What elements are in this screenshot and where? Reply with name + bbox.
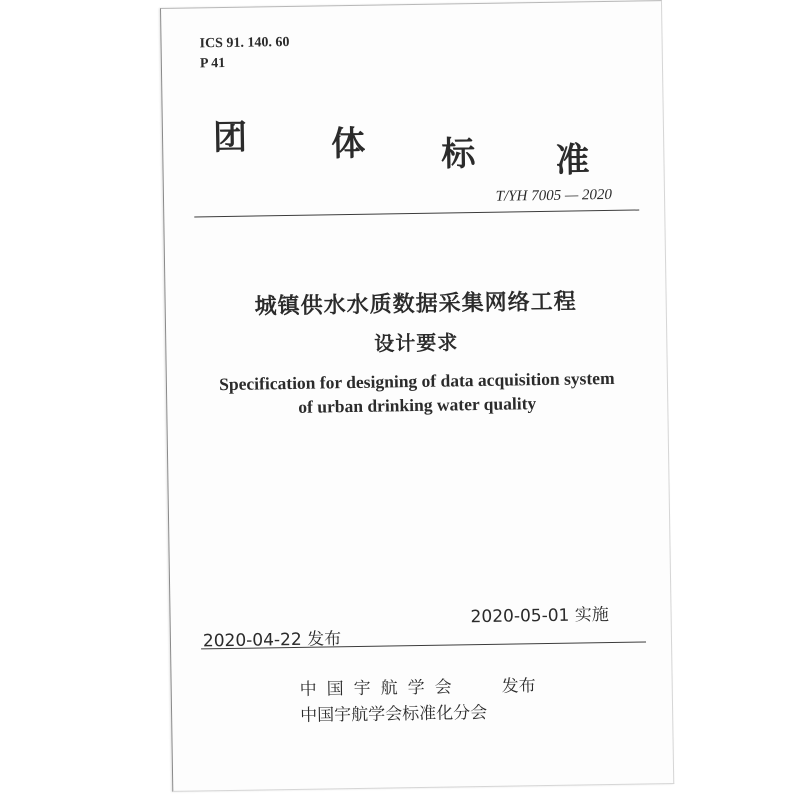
title-en-line2: of urban drinking water quality bbox=[298, 393, 537, 417]
title-cn-line2: 设计要求 bbox=[374, 330, 459, 356]
issue-date: 2020-04-22 发布 bbox=[202, 629, 342, 652]
standard-type-char: 准 bbox=[555, 140, 590, 181]
publisher-org: 中国宇航学会 bbox=[299, 677, 462, 700]
implementation-date: 2020-05-01 实施 bbox=[470, 605, 609, 628]
standard-type-char: 团 bbox=[212, 117, 248, 159]
top-divider bbox=[194, 209, 639, 217]
standard-cover bbox=[160, 0, 674, 792]
standard-number: T/YH 7005 — 2020 bbox=[495, 186, 613, 205]
publisher-suborg: 中国宇航学会标准化分会 bbox=[299, 702, 488, 726]
title-cn-line1: 城镇供水水质数据采集网络工程 bbox=[254, 289, 577, 320]
ics-code: ICS 91. 140. 60 bbox=[199, 34, 290, 52]
standard-type-char: 体 bbox=[330, 123, 366, 165]
publish-label: 发布 bbox=[501, 676, 536, 697]
title-en-line1: Specification for designing of data acquisition system bbox=[219, 367, 615, 395]
classification-code: P 41 bbox=[199, 55, 226, 72]
standard-type-char: 标 bbox=[441, 134, 476, 175]
